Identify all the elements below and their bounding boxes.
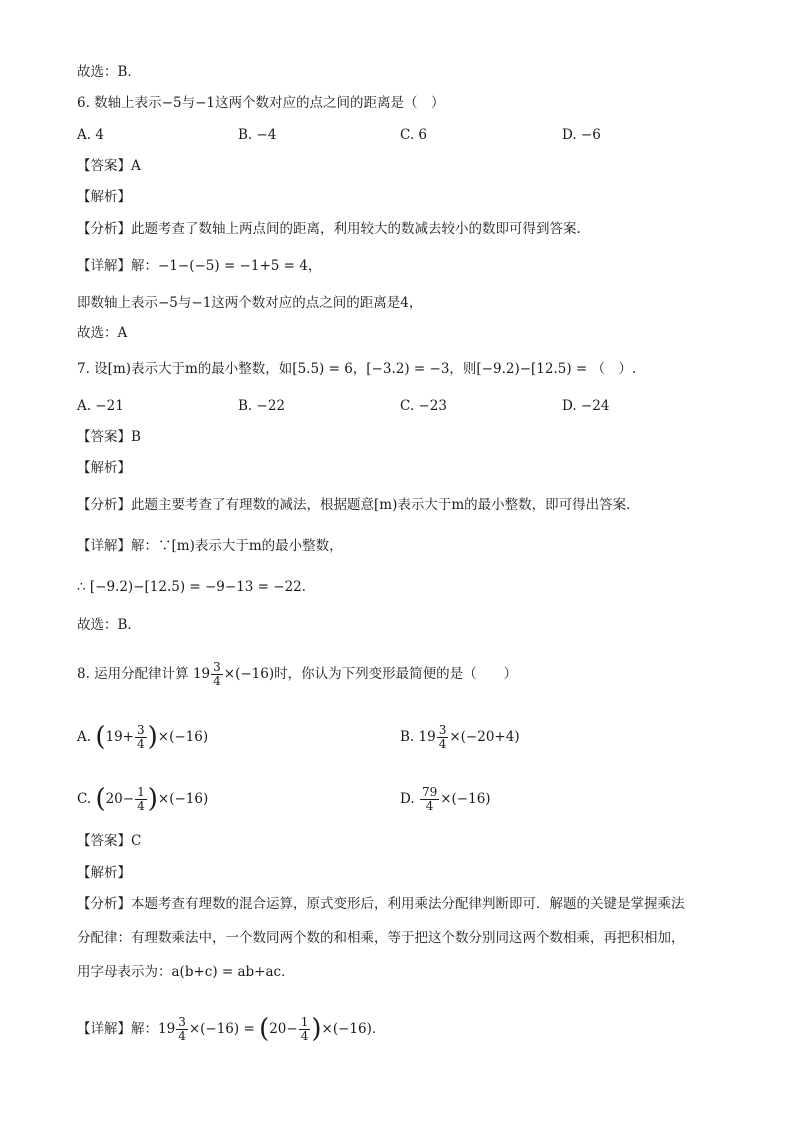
- q6-option-c: C. 6: [400, 127, 428, 143]
- q8-stem-prefix: 8. 运用分配律计算 19: [77, 666, 211, 682]
- q8-option-c: C. (20− $\frac{1}{4}$ )×(−16): [77, 784, 209, 814]
- q6-analysis-label: 【解析】: [77, 189, 131, 205]
- q8-detail: 【详解】解：19 $\frac{3}{4}$ ×(−16) = (20− $\frac{1}{4}$ )×(−16)．: [77, 1014, 386, 1044]
- q8-answer: 【答案】C: [77, 833, 142, 849]
- q7-answer: 【答案】B: [77, 429, 141, 445]
- fraction-1-4: $\frac{1}{4}$: [300, 1015, 309, 1043]
- q6-option-d: D. −6: [562, 127, 601, 143]
- q6-detail: 【详解】解：−1−(−5) = −1+5 = 4，: [77, 258, 322, 274]
- fraction-79-4: $\frac{79}{4}$: [421, 785, 438, 813]
- q8-fenxi-line3: 用字母表示为：a(b+c) = ab+ac．: [77, 964, 295, 980]
- q6-stem: 6. 数轴上表示−5与−1这两个数对应的点之间的距离是（ ）: [77, 95, 445, 111]
- fraction-1-4: $\frac{1}{4}$: [137, 785, 145, 813]
- q8-option-b: B. 19 $\frac{3}{4}$ ×(−20+4): [400, 723, 520, 751]
- q7-choice: 故选：B．: [77, 617, 141, 633]
- q8-stem: [77, 661, 517, 688]
- q5-conclusion: 故选：B．: [77, 64, 141, 80]
- q7-option-d: D. −24: [562, 398, 610, 414]
- q8-stem-suffix: ×(−16)时，你认为下列变形最简便的是（ ）: [223, 666, 518, 682]
- q6-option-a: A. 4: [77, 127, 104, 143]
- q8-option-a: A. (19+ $\frac{3}{4}$ )×(−16): [77, 722, 209, 752]
- q7-detail-line2: ∴ [−9.2)−[12.5) = −9−13 = −22．: [77, 579, 316, 595]
- q6-answer: 【答案】A: [77, 158, 141, 174]
- q8-option-d: D. $\frac{79}{4}$ ×(−16): [400, 785, 491, 813]
- fraction-3-4: $\frac{3}{4}$: [137, 723, 145, 751]
- q6-detail-line2: 即数轴上表示−5与−1这两个数对应的点之间的距离是4，: [77, 295, 423, 311]
- q8-analysis-label: 【解析】: [77, 865, 131, 881]
- q7-option-c: C. −23: [400, 398, 447, 414]
- q6-fenxi: 【分析】此题考查了数轴上两点间的距离，利用较大的数减去较小的数即可得到答案.: [77, 221, 581, 237]
- q7-option-a: A. −21: [77, 398, 124, 414]
- fraction-3-4: $\frac{3}{4}$: [178, 1015, 186, 1043]
- fraction-3-4: $\frac{3}{4}$: [213, 660, 221, 688]
- q7-fenxi: 【分析】此题主要考查了有理数的减法，根据题意[m)表示大于m的最小整数，即可得出答案．: [77, 497, 640, 513]
- q6-choice: 故选：A: [77, 325, 128, 341]
- q6-option-b: B. −4: [238, 127, 277, 143]
- q7-option-b: B. −22: [238, 398, 285, 414]
- q7-detail: 【详解】解：∵[m)表示大于m的最小整数，: [77, 538, 343, 554]
- q7-analysis-label: 【解析】: [77, 460, 131, 476]
- q7-stem: 7. 设[m)表示大于m的最小整数，如[5.5) = 6，[−3.2) = −3，则[−9.2)−[12.5) = （ ）.: [77, 361, 637, 377]
- q8-fenxi-line2: 分配律：有理数乘法中，一个数同两个数的和相乘，等于把这个数分别同这两个数相乘，再把积相加，: [77, 930, 685, 946]
- fraction-3-4: $\frac{3}{4}$: [438, 723, 447, 751]
- q8-fenxi-line1: 【分析】本题考查有理数的混合运算，原式变形后，利用乘法分配律判断即可．解题的关键是掌握乘法: [77, 896, 685, 912]
